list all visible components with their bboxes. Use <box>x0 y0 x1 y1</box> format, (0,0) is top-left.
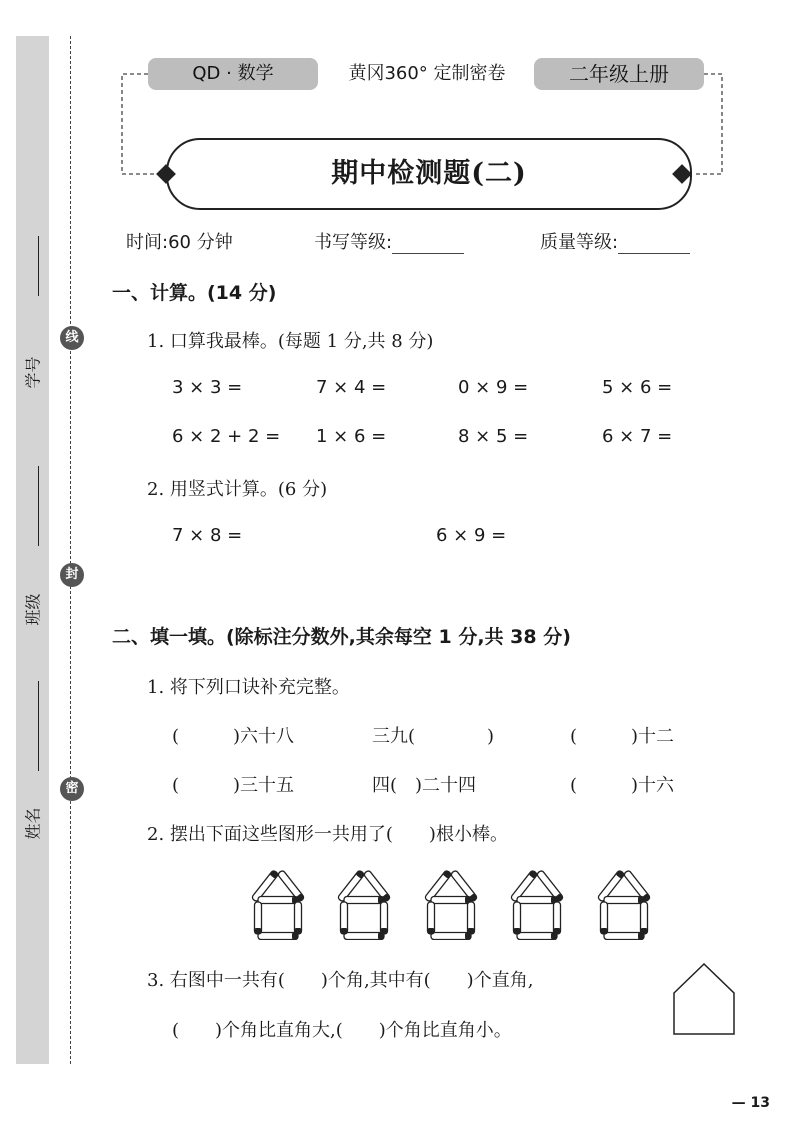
grade-badge: 二年级上册 <box>534 58 704 90</box>
student-id-label: 学号 <box>23 356 43 389</box>
stick-house-figure <box>334 866 394 940</box>
vertical-calc-item: 7 × 8 = <box>172 525 243 546</box>
time-info: 时间:60 分钟 <box>126 232 233 253</box>
s2-q1-prompt: 1. 将下列口诀补充完整。 <box>147 677 350 698</box>
stick-house-figure <box>248 866 308 940</box>
class-line <box>38 466 39 546</box>
section1-heading: 一、计算。(14 分) <box>112 282 277 304</box>
quality-grade <box>540 228 690 254</box>
oral-calc-item: 6 × 2 + 2 = <box>172 426 281 447</box>
quality-grade-label: 质量等级: <box>540 232 619 253</box>
writing-grade-blank[interactable] <box>392 233 464 254</box>
rhyme-item: ( )十二 <box>570 726 675 747</box>
page-number: — 13 <box>731 1095 770 1111</box>
name-line <box>38 681 39 771</box>
oral-calc-item: 6 × 7 = <box>602 426 673 447</box>
rhyme-item: 四( )二十四 <box>372 775 477 796</box>
writing-grade-label: 书写等级: <box>314 232 393 253</box>
oral-calc-item: 5 × 6 = <box>602 377 673 398</box>
s2-q3-line1: 3. 右图中一共有( )个角,其中有( )个直角, <box>147 970 534 991</box>
series-name: 黄冈360° 定制密卷 <box>348 63 506 84</box>
writing-grade <box>314 228 464 254</box>
stick-house-figure <box>594 866 654 940</box>
pentagon-figure <box>673 963 735 1035</box>
stick-house-figure <box>507 866 567 940</box>
rhyme-item: ( )三十五 <box>172 775 295 796</box>
stick-house-figure <box>421 866 481 940</box>
oral-calc-item: 0 × 9 = <box>458 377 529 398</box>
oral-calc-item: 8 × 5 = <box>458 426 529 447</box>
rhyme-item: ( )十六 <box>570 775 675 796</box>
seal-line: 线 <box>60 326 84 350</box>
s2-q2-prompt: 2. 摆出下面这些图形一共用了( )根小棒。 <box>147 824 508 845</box>
name-label: 姓名 <box>23 807 43 840</box>
student-id-line <box>38 236 39 296</box>
class-label: 班级 <box>23 593 43 626</box>
section2-heading: 二、填一填。(除标注分数外,其余每空 1 分,共 38 分) <box>112 626 571 648</box>
seal-secret: 密 <box>60 777 84 801</box>
oral-calc-item: 1 × 6 = <box>316 426 387 447</box>
vertical-calc-item: 6 × 9 = <box>436 525 507 546</box>
s1-q1-prompt: 1. 口算我最棒。(每题 1 分,共 8 分) <box>147 331 434 352</box>
quality-grade-blank[interactable] <box>618 233 690 254</box>
s1-q2-prompt: 2. 用竖式计算。(6 分) <box>147 479 328 500</box>
rhyme-item: 三九( ) <box>372 726 495 747</box>
s2-q3-line2: ( )个角比直角大,( )个角比直角小。 <box>172 1020 512 1041</box>
subject-badge: QD · 数学 <box>148 58 318 90</box>
seal-seal: 封 <box>60 563 84 587</box>
page-title: 期中检测题(二) <box>166 138 692 210</box>
oral-calc-item: 7 × 4 = <box>316 377 387 398</box>
rhyme-item: ( )六十八 <box>172 726 295 747</box>
oral-calc-item: 3 × 3 = <box>172 377 243 398</box>
